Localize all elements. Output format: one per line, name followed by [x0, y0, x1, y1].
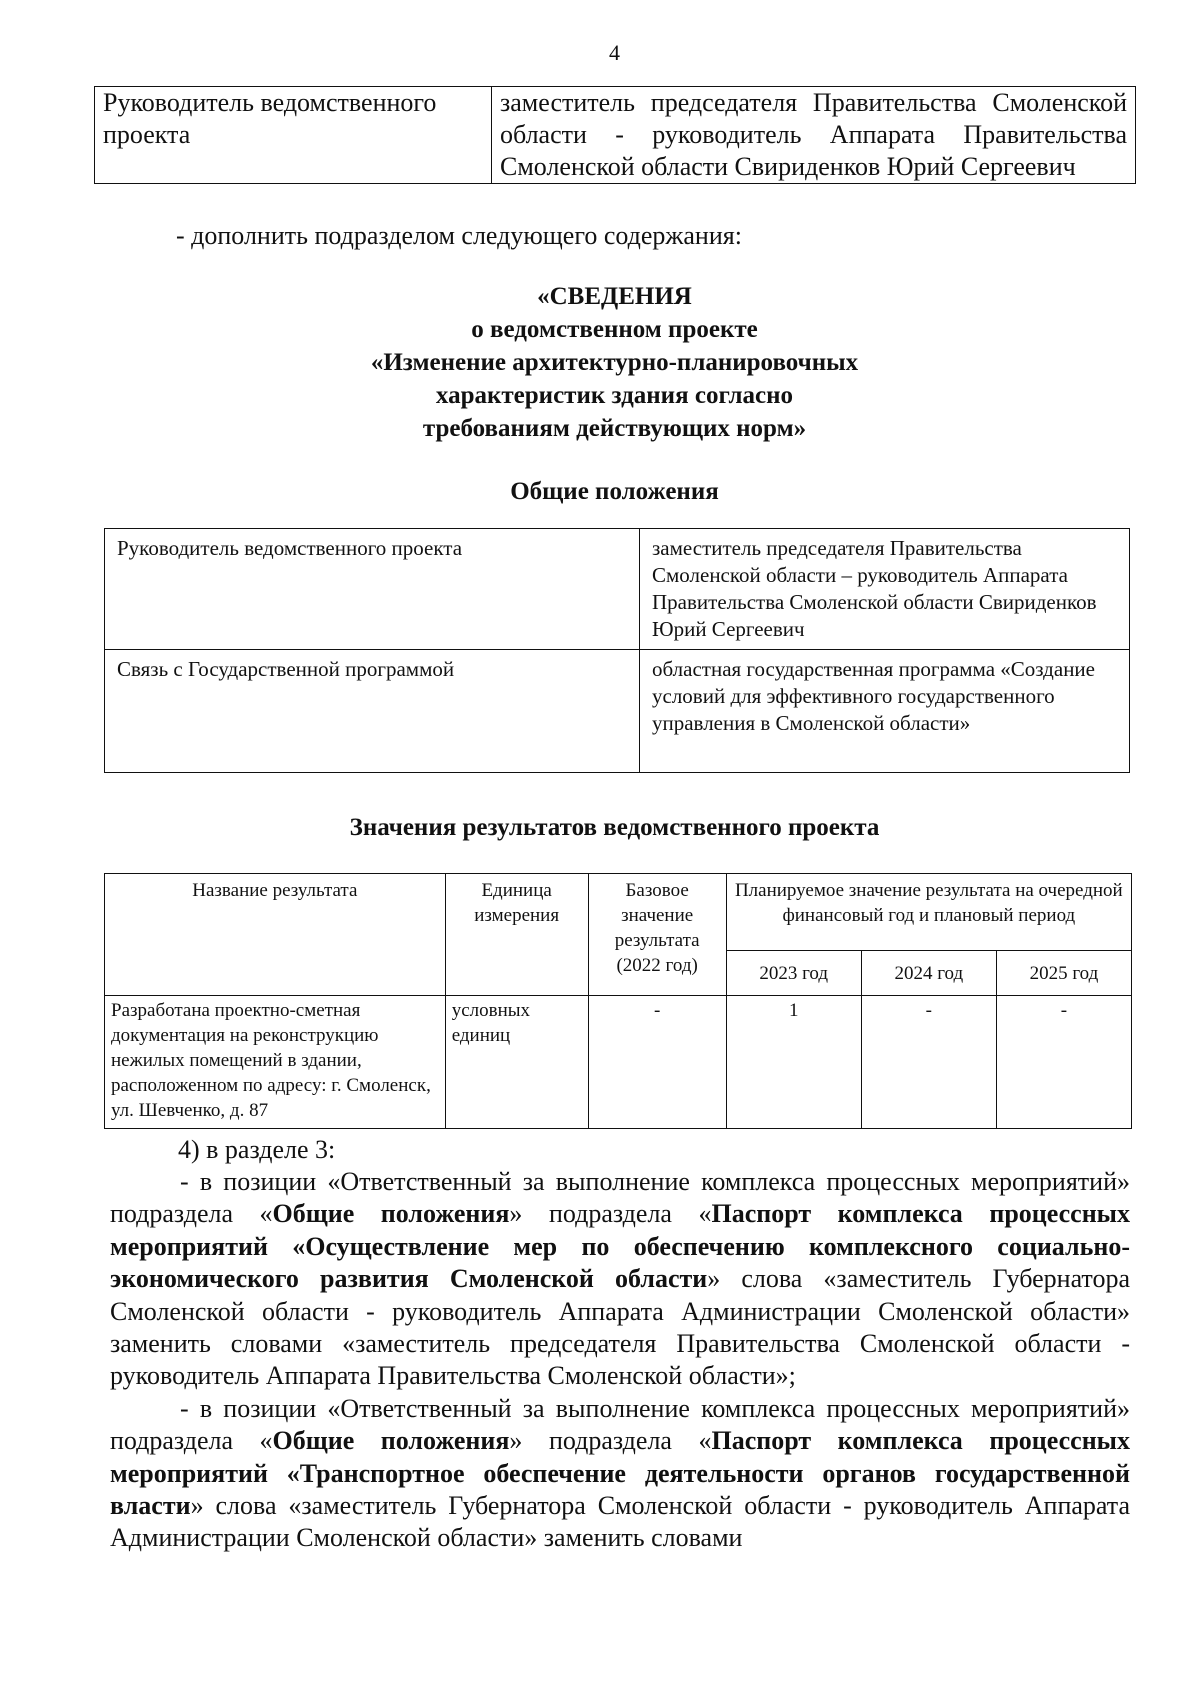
text-run: » слова «заместитель Губернатора Смоленской области - руководитель Аппарата Администрации Смоленской области» заменить словами [110, 1491, 1130, 1553]
add-subsection-line: - дополнить подразделом следующего содержания: [176, 221, 742, 250]
text-run: - в позиции «Ответственный за выполнение комплекса процессных мероприятий» подраздела « [110, 1393, 1130, 1456]
section4-heading: 4) в разделе 3: [178, 1135, 336, 1164]
bold-text: Паспорт комплекса процессных мероприятий «Транспортное обеспечение деятельности органов государственной власти [110, 1426, 1130, 1521]
top-table-left-cell: Руководитель ведомственного проекта [95, 87, 492, 184]
header-2023: 2023 год [726, 951, 861, 996]
general-provisions-table [104, 528, 1130, 773]
general-left-cell: Руководитель ведомственного проекта [105, 529, 640, 650]
title-line: о ведомственном проекте [471, 316, 758, 343]
header-unit: Единица измерения [445, 874, 588, 996]
top-continuation-table [94, 86, 1136, 184]
result-2023-cell: 1 [726, 996, 861, 1129]
general-right-cell: заместитель председателя Правительства Смоленской области – руководитель Аппарата Правительства Смоленской области Свириденков Юрий Сергеевич [640, 529, 1130, 650]
title-line: «Изменение архитектурно-планировочных [370, 349, 859, 376]
header-name: Название результата [105, 874, 446, 996]
text-run: - в позиции «Ответственный за выполнение комплекса процессных мероприятий» подраздела « [110, 1167, 1130, 1229]
bold-text: Паспорт комплекса процессных мероприятий «Осуществление мер по обеспечению комплексного социально-экономического развития Смоленской области [110, 1199, 1130, 1294]
general-right-cell: областная государственная программа «Создание условий для эффективного государственного управления в Смоленской области» [640, 650, 1130, 773]
text-run: » подраздела « [509, 1426, 712, 1456]
text-run: » слова «заместитель Губернатора Смоленской области - руководитель Аппарата Администрации Смоленской области» заменить словами «заместитель председателя Правительства Смоленской области - руководитель Аппарата Правительства Смоленской области»; [110, 1264, 1130, 1391]
document-title [0, 280, 1200, 445]
result-2025-cell: - [996, 996, 1131, 1129]
table-row [105, 529, 1130, 650]
results-heading: Значения результатов ведомственного проекта [349, 814, 880, 841]
table-row [95, 87, 1136, 184]
paragraph [110, 1393, 1130, 1555]
results-table [104, 873, 1132, 1129]
bold-text: Общие положения [272, 1199, 510, 1229]
result-name-cell: Разработана проектно-сметная документация на реконструкцию нежилых помещений в здании, расположенном по адресу: г. Смоленск, ул. Шевченко, д. 87 [105, 996, 446, 1129]
top-table-right-cell: заместитель председателя Правительства Смоленской области - руководитель Аппарата Правительства Смоленской области Свириденков Юрий Сергеевич [492, 87, 1136, 184]
general-left-cell: Связь с Государственной программой [105, 650, 640, 773]
page-number: 4 [609, 40, 620, 65]
header-2025: 2025 год [996, 951, 1131, 996]
general-heading: Общие положения [510, 478, 719, 505]
text-run: » подраздела « [509, 1199, 712, 1229]
title-line: требованиям действующих норм» [422, 415, 807, 442]
result-unit-cell: условных единиц [445, 996, 588, 1129]
header-2024: 2024 год [861, 951, 996, 996]
result-2024-cell: - [861, 996, 996, 1129]
header-base: Базовое значение результата (2022 год) [588, 874, 726, 996]
bold-text: Общие положения [272, 1426, 510, 1456]
header-planned: Планируемое значение результата на очередной финансовый год и плановый период [726, 874, 1131, 951]
title-line: характеристик здания согласно [435, 382, 794, 409]
title-line: «СВЕДЕНИЯ [537, 283, 692, 310]
body-text [110, 1166, 1130, 1555]
table-row [105, 996, 1132, 1129]
paragraph [110, 1166, 1130, 1393]
table-row [105, 650, 1130, 773]
table-header-row [105, 874, 1132, 951]
result-base-cell: - [588, 996, 726, 1129]
